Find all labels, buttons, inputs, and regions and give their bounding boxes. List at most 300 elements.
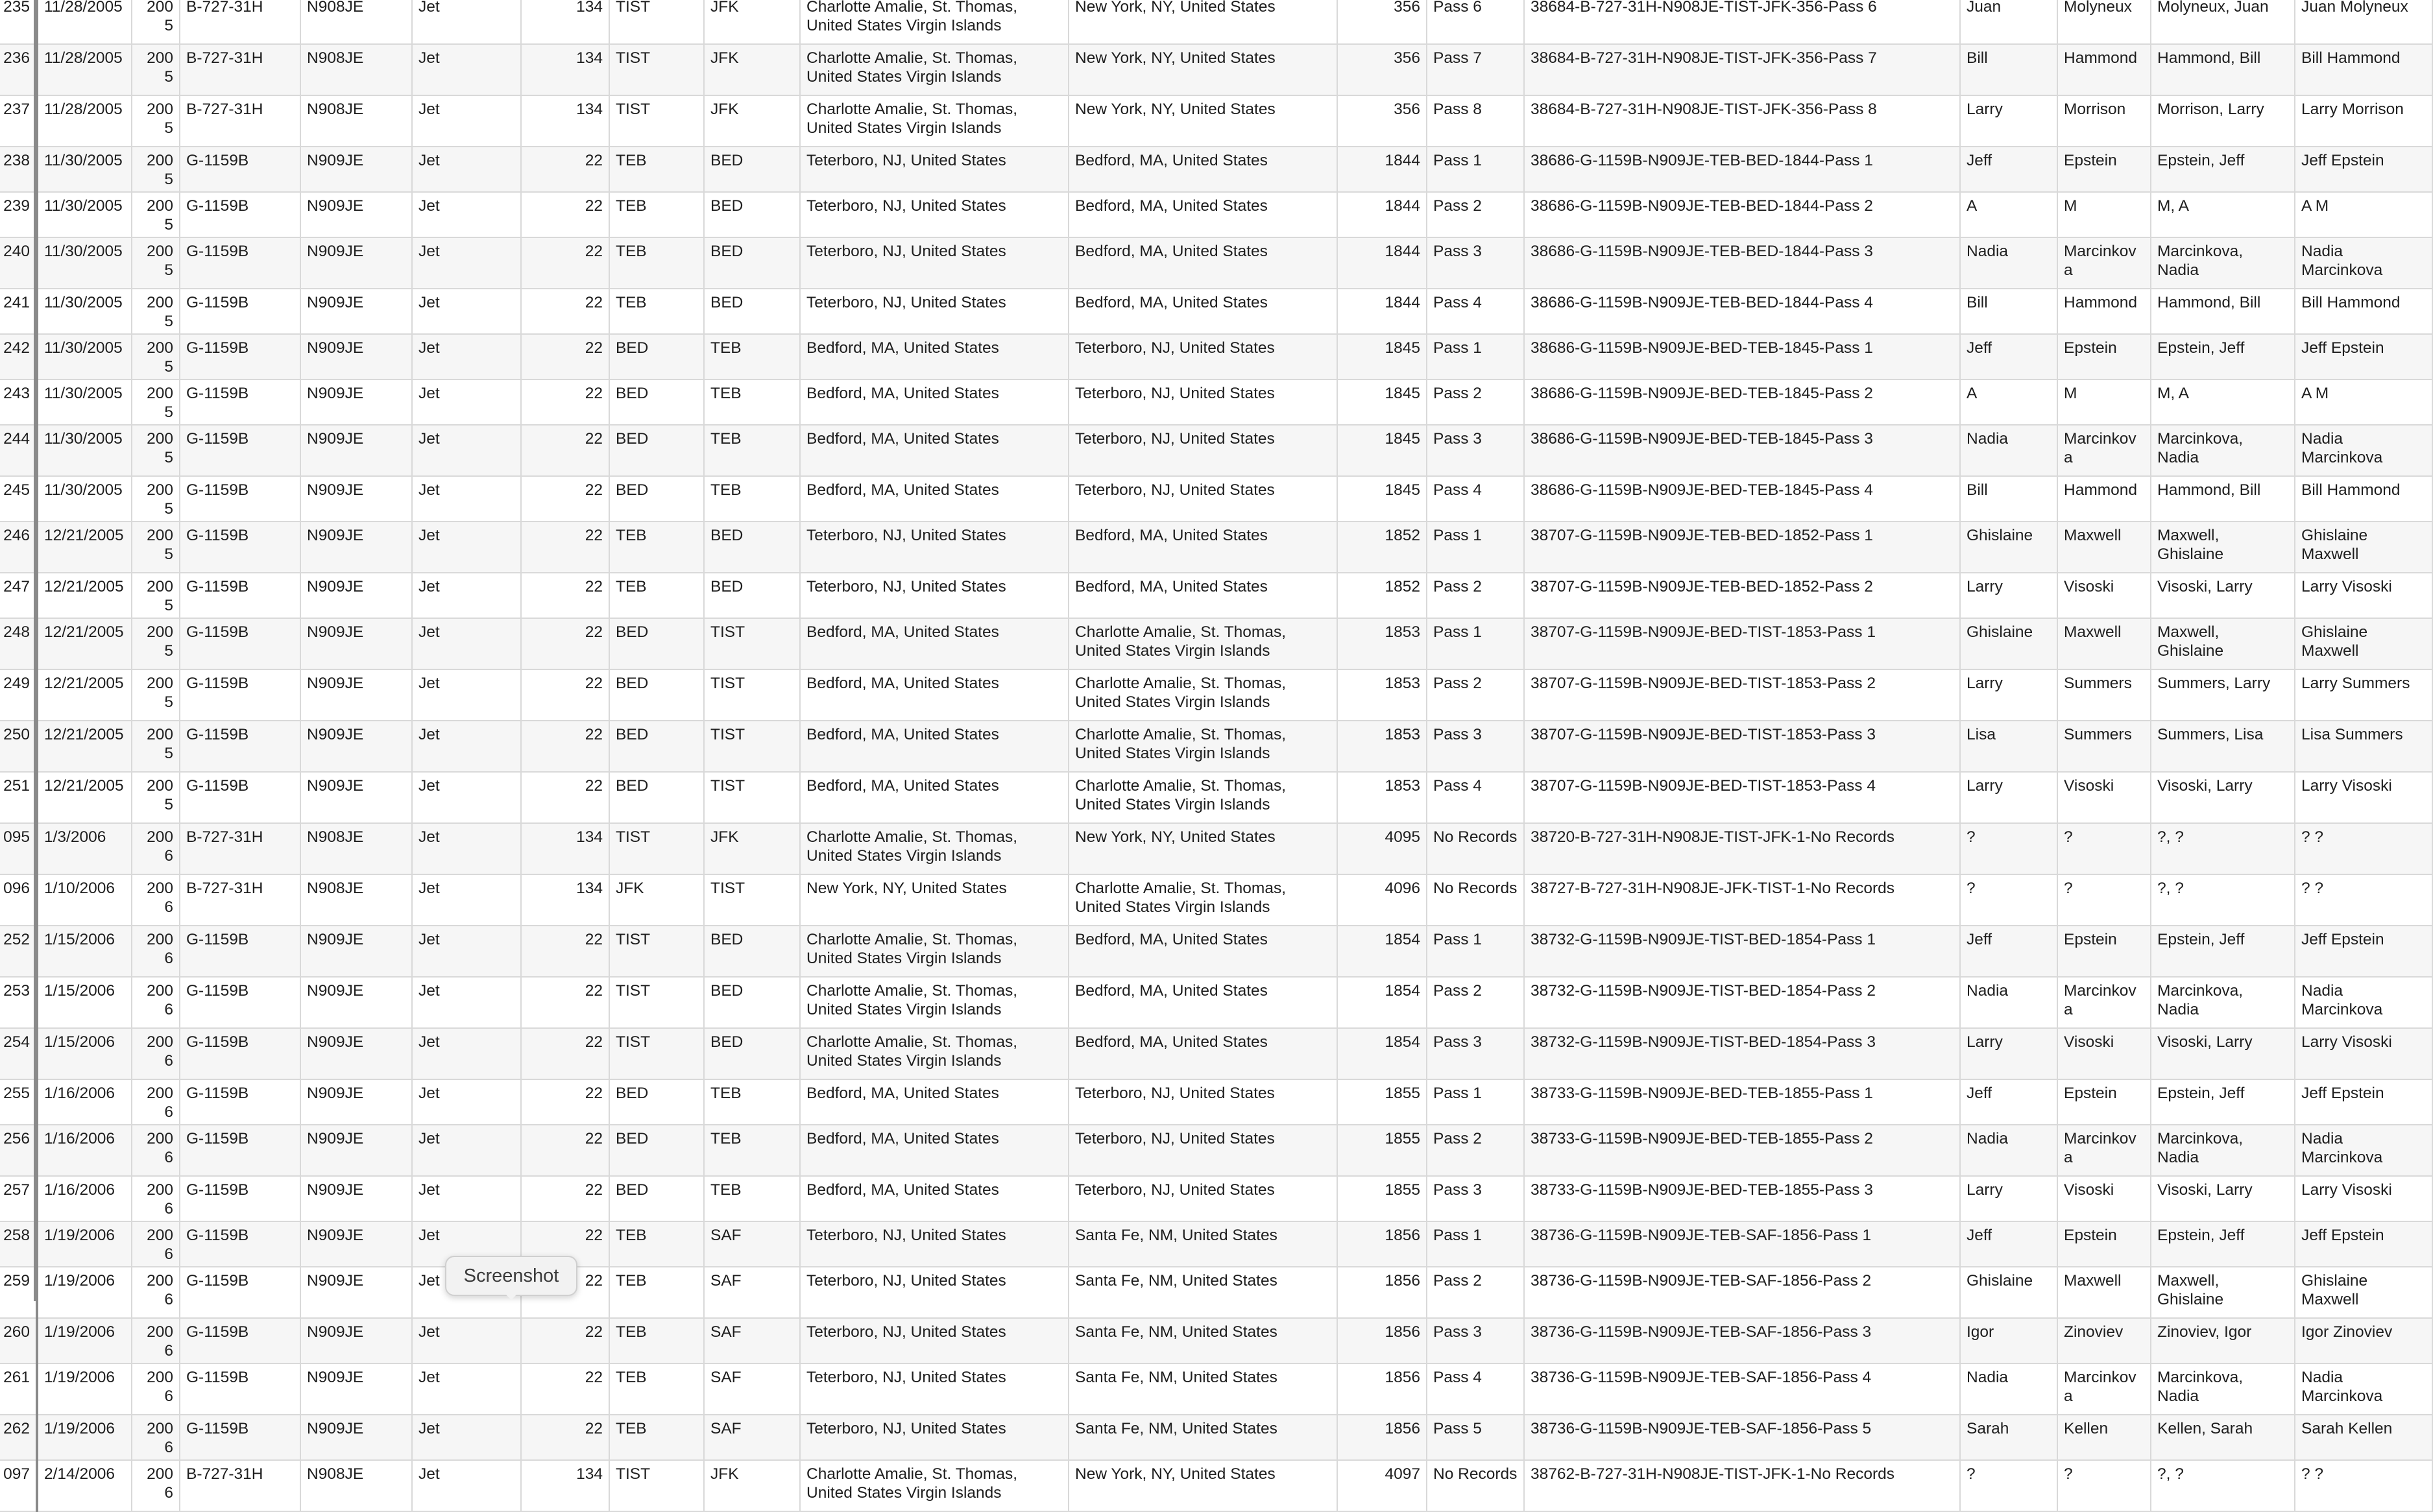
arrival-code-cell[interactable]: TIST — [704, 874, 800, 926]
departure-code-cell[interactable]: TEB — [609, 1221, 704, 1267]
flight-number-cell[interactable]: 4097 — [1337, 1460, 1427, 1511]
record-key-cell[interactable]: 38686-G-1159B-N909JE-TEB-BED-1844-Pass 2 — [1524, 192, 1960, 237]
departure-city-cell[interactable]: Bedford, MA, United States — [800, 1176, 1069, 1221]
flight-number-cell[interactable]: 4096 — [1337, 874, 1427, 926]
year-cell[interactable]: 2006 — [132, 1460, 180, 1511]
record-key-cell[interactable]: 38736-G-1159B-N909JE-TEB-SAF-1856-Pass 1 — [1524, 1221, 1960, 1267]
table-row[interactable] — [0, 1028, 2432, 1079]
first-name-cell[interactable]: Bill — [1960, 289, 2057, 334]
record-key-cell[interactable]: 38733-G-1159B-N909JE-BED-TEB-1855-Pass 1 — [1524, 1079, 1960, 1125]
departure-city-cell[interactable]: Teterboro, NJ, United States — [800, 192, 1069, 237]
seats-cell[interactable]: 22 — [521, 425, 609, 476]
flight-number-cell[interactable]: 1854 — [1337, 926, 1427, 977]
row-number-cell[interactable]: 238 — [0, 147, 37, 192]
passenger-slot-cell[interactable]: Pass 7 — [1427, 44, 1524, 95]
table-row[interactable] — [0, 669, 2432, 721]
full-name-cell[interactable]: A M — [2295, 379, 2432, 425]
record-key-cell[interactable]: 38736-G-1159B-N909JE-TEB-SAF-1856-Pass 5 — [1524, 1415, 1960, 1460]
seats-cell[interactable]: 22 — [521, 1079, 609, 1125]
seats-cell[interactable]: 134 — [521, 95, 609, 147]
year-cell[interactable]: 2005 — [132, 237, 180, 289]
arrival-city-cell[interactable]: Bedford, MA, United States — [1069, 147, 1337, 192]
last-name-cell[interactable]: Marcinkov a — [2057, 977, 2151, 1028]
year-cell[interactable]: 2005 — [132, 669, 180, 721]
departure-city-cell[interactable]: Charlotte Amalie, St. Thomas, United States Virgin Islands — [800, 823, 1069, 874]
departure-code-cell[interactable]: BED — [609, 772, 704, 823]
record-key-cell[interactable]: 38707-G-1159B-N909JE-BED-TIST-1853-Pass 4 — [1524, 772, 1960, 823]
flight-number-cell[interactable]: 1856 — [1337, 1415, 1427, 1460]
record-key-cell[interactable]: 38686-G-1159B-N909JE-TEB-BED-1844-Pass 4 — [1524, 289, 1960, 334]
flight-number-cell[interactable]: 1855 — [1337, 1079, 1427, 1125]
departure-code-cell[interactable]: JFK — [609, 874, 704, 926]
departure-city-cell[interactable]: Bedford, MA, United States — [800, 476, 1069, 522]
full-name-cell[interactable]: Ghislaine Maxwell — [2295, 618, 2432, 669]
first-name-cell[interactable]: Nadia — [1960, 237, 2057, 289]
passenger-slot-cell[interactable]: Pass 3 — [1427, 1028, 1524, 1079]
arrival-code-cell[interactable]: TIST — [704, 721, 800, 772]
last-first-name-cell[interactable]: Marcinkova, Nadia — [2151, 1363, 2295, 1415]
departure-city-cell[interactable]: Bedford, MA, United States — [800, 425, 1069, 476]
departure-code-cell[interactable]: TEB — [609, 289, 704, 334]
passenger-slot-cell[interactable]: Pass 4 — [1427, 1363, 1524, 1415]
table-row[interactable] — [0, 522, 2432, 573]
full-name-cell[interactable]: ? ? — [2295, 823, 2432, 874]
passenger-slot-cell[interactable]: Pass 5 — [1427, 1415, 1524, 1460]
arrival-city-cell[interactable]: Charlotte Amalie, St. Thomas, United States Virgin Islands — [1069, 669, 1337, 721]
year-cell[interactable]: 2005 — [132, 147, 180, 192]
last-name-cell[interactable]: Hammond — [2057, 289, 2151, 334]
full-name-cell[interactable]: Larry Visoski — [2295, 772, 2432, 823]
first-name-cell[interactable]: Juan — [1960, 0, 2057, 44]
passenger-slot-cell[interactable]: Pass 2 — [1427, 977, 1524, 1028]
row-number-cell[interactable]: 096 — [0, 874, 37, 926]
departure-city-cell[interactable]: Teterboro, NJ, United States — [800, 1363, 1069, 1415]
passenger-slot-cell[interactable]: Pass 4 — [1427, 476, 1524, 522]
date-cell[interactable]: 11/30/2005 — [37, 147, 132, 192]
last-name-cell[interactable]: Epstein — [2057, 926, 2151, 977]
last-first-name-cell[interactable]: Molyneux, Juan — [2151, 0, 2295, 44]
aircraft-model-cell[interactable]: G-1159B — [180, 237, 300, 289]
tail-number-cell[interactable]: N909JE — [300, 379, 412, 425]
arrival-city-cell[interactable]: Bedford, MA, United States — [1069, 522, 1337, 573]
row-number-cell[interactable]: 241 — [0, 289, 37, 334]
passenger-slot-cell[interactable]: Pass 1 — [1427, 1079, 1524, 1125]
table-row[interactable] — [0, 618, 2432, 669]
full-name-cell[interactable]: Ghislaine Maxwell — [2295, 1267, 2432, 1318]
table-row[interactable] — [0, 192, 2432, 237]
table-row[interactable] — [0, 926, 2432, 977]
departure-code-cell[interactable]: TEB — [609, 192, 704, 237]
year-cell[interactable]: 2005 — [132, 425, 180, 476]
row-number-cell[interactable]: 248 — [0, 618, 37, 669]
arrival-code-cell[interactable]: JFK — [704, 44, 800, 95]
arrival-code-cell[interactable]: BED — [704, 926, 800, 977]
departure-city-cell[interactable]: Bedford, MA, United States — [800, 618, 1069, 669]
date-cell[interactable]: 1/3/2006 — [37, 823, 132, 874]
row-number-cell[interactable]: 242 — [0, 334, 37, 379]
departure-code-cell[interactable]: TIST — [609, 926, 704, 977]
last-name-cell[interactable]: Morrison — [2057, 95, 2151, 147]
aircraft-type-cell[interactable]: Jet — [412, 1267, 521, 1318]
record-key-cell[interactable]: 38707-G-1159B-N909JE-BED-TIST-1853-Pass 3 — [1524, 721, 1960, 772]
table-row[interactable] — [0, 1460, 2432, 1511]
full-name-cell[interactable]: A M — [2295, 192, 2432, 237]
full-name-cell[interactable]: Larry Summers — [2295, 669, 2432, 721]
last-name-cell[interactable]: Marcinkov a — [2057, 1125, 2151, 1176]
last-name-cell[interactable]: Epstein — [2057, 147, 2151, 192]
tail-number-cell[interactable]: N909JE — [300, 977, 412, 1028]
first-name-cell[interactable]: Larry — [1960, 1028, 2057, 1079]
aircraft-model-cell[interactable]: G-1159B — [180, 425, 300, 476]
last-first-name-cell[interactable]: Summers, Lisa — [2151, 721, 2295, 772]
year-cell[interactable]: 2005 — [132, 44, 180, 95]
departure-code-cell[interactable]: BED — [609, 618, 704, 669]
last-first-name-cell[interactable]: Hammond, Bill — [2151, 44, 2295, 95]
full-name-cell[interactable]: Larry Morrison — [2295, 95, 2432, 147]
table-row[interactable] — [0, 1415, 2432, 1460]
first-name-cell[interactable]: Nadia — [1960, 977, 2057, 1028]
arrival-code-cell[interactable]: TEB — [704, 379, 800, 425]
seats-cell[interactable]: 22 — [521, 618, 609, 669]
last-first-name-cell[interactable]: Marcinkova, Nadia — [2151, 1125, 2295, 1176]
tail-number-cell[interactable]: N909JE — [300, 334, 412, 379]
record-key-cell[interactable]: 38707-G-1159B-N909JE-TEB-BED-1852-Pass 2 — [1524, 573, 1960, 618]
last-name-cell[interactable]: Zinoviev — [2057, 1318, 2151, 1363]
departure-city-cell[interactable]: Teterboro, NJ, United States — [800, 1415, 1069, 1460]
departure-code-cell[interactable]: BED — [609, 1079, 704, 1125]
last-first-name-cell[interactable]: Kellen, Sarah — [2151, 1415, 2295, 1460]
departure-city-cell[interactable]: Bedford, MA, United States — [800, 334, 1069, 379]
arrival-city-cell[interactable]: Santa Fe, NM, United States — [1069, 1318, 1337, 1363]
row-number-cell[interactable]: 243 — [0, 379, 37, 425]
last-name-cell[interactable]: Maxwell — [2057, 618, 2151, 669]
arrival-city-cell[interactable]: Charlotte Amalie, St. Thomas, United States Virgin Islands — [1069, 618, 1337, 669]
seats-cell[interactable]: 22 — [521, 476, 609, 522]
full-name-cell[interactable]: ? ? — [2295, 1460, 2432, 1511]
aircraft-model-cell[interactable]: G-1159B — [180, 379, 300, 425]
departure-code-cell[interactable]: TEB — [609, 147, 704, 192]
year-cell[interactable]: 2005 — [132, 573, 180, 618]
record-key-cell[interactable]: 38686-G-1159B-N909JE-BED-TEB-1845-Pass 4 — [1524, 476, 1960, 522]
arrival-code-cell[interactable]: JFK — [704, 823, 800, 874]
arrival-code-cell[interactable]: BED — [704, 573, 800, 618]
departure-city-cell[interactable]: Bedford, MA, United States — [800, 1079, 1069, 1125]
last-name-cell[interactable]: M — [2057, 379, 2151, 425]
row-number-cell[interactable]: 239 — [0, 192, 37, 237]
first-name-cell[interactable]: Lisa — [1960, 721, 2057, 772]
full-name-cell[interactable]: Larry Visoski — [2295, 573, 2432, 618]
departure-code-cell[interactable]: TEB — [609, 237, 704, 289]
first-name-cell[interactable]: Larry — [1960, 1176, 2057, 1221]
flight-number-cell[interactable]: 1856 — [1337, 1363, 1427, 1415]
full-name-cell[interactable]: Igor Zinoviev — [2295, 1318, 2432, 1363]
aircraft-type-cell[interactable]: Jet — [412, 522, 521, 573]
flight-number-cell[interactable]: 1853 — [1337, 721, 1427, 772]
arrival-city-cell[interactable]: New York, NY, United States — [1069, 95, 1337, 147]
full-name-cell[interactable]: ? ? — [2295, 874, 2432, 926]
record-key-cell[interactable]: 38684-B-727-31H-N908JE-TIST-JFK-356-Pass 7 — [1524, 44, 1960, 95]
flight-number-cell[interactable]: 1852 — [1337, 573, 1427, 618]
aircraft-model-cell[interactable]: B-727-31H — [180, 874, 300, 926]
arrival-city-cell[interactable]: Santa Fe, NM, United States — [1069, 1267, 1337, 1318]
flight-number-cell[interactable]: 1844 — [1337, 237, 1427, 289]
arrival-code-cell[interactable]: TEB — [704, 476, 800, 522]
passenger-slot-cell[interactable]: Pass 2 — [1427, 1267, 1524, 1318]
seats-cell[interactable]: 22 — [521, 1318, 609, 1363]
aircraft-model-cell[interactable]: G-1159B — [180, 289, 300, 334]
row-number-cell[interactable]: 249 — [0, 669, 37, 721]
row-number-cell[interactable]: 245 — [0, 476, 37, 522]
tail-number-cell[interactable]: N909JE — [300, 926, 412, 977]
arrival-city-cell[interactable]: Teterboro, NJ, United States — [1069, 1079, 1337, 1125]
year-cell[interactable]: 2006 — [132, 977, 180, 1028]
flight-number-cell[interactable]: 1853 — [1337, 669, 1427, 721]
arrival-city-cell[interactable]: Santa Fe, NM, United States — [1069, 1221, 1337, 1267]
first-name-cell[interactable]: Jeff — [1960, 147, 2057, 192]
date-cell[interactable]: 1/16/2006 — [37, 1176, 132, 1221]
aircraft-type-cell[interactable]: Jet — [412, 1363, 521, 1415]
first-name-cell[interactable]: Ghislaine — [1960, 522, 2057, 573]
table-row[interactable] — [0, 379, 2432, 425]
tail-number-cell[interactable]: N909JE — [300, 721, 412, 772]
last-name-cell[interactable]: ? — [2057, 823, 2151, 874]
table-row[interactable] — [0, 1267, 2432, 1318]
departure-code-cell[interactable]: TEB — [609, 1318, 704, 1363]
departure-code-cell[interactable]: BED — [609, 425, 704, 476]
tail-number-cell[interactable]: N909JE — [300, 1363, 412, 1415]
passenger-slot-cell[interactable]: Pass 4 — [1427, 772, 1524, 823]
date-cell[interactable]: 1/16/2006 — [37, 1079, 132, 1125]
arrival-city-cell[interactable]: Teterboro, NJ, United States — [1069, 476, 1337, 522]
last-name-cell[interactable]: Visoski — [2057, 772, 2151, 823]
first-name-cell[interactable]: Jeff — [1960, 926, 2057, 977]
seats-cell[interactable]: 22 — [521, 1363, 609, 1415]
date-cell[interactable]: 2/14/2006 — [37, 1460, 132, 1511]
first-name-cell[interactable]: A — [1960, 379, 2057, 425]
last-first-name-cell[interactable]: M, A — [2151, 379, 2295, 425]
record-key-cell[interactable]: 38707-G-1159B-N909JE-BED-TIST-1853-Pass 2 — [1524, 669, 1960, 721]
passenger-slot-cell[interactable]: No Records — [1427, 823, 1524, 874]
aircraft-model-cell[interactable]: B-727-31H — [180, 0, 300, 44]
row-number-cell[interactable]: 235 — [0, 0, 37, 44]
passenger-slot-cell[interactable]: Pass 1 — [1427, 522, 1524, 573]
last-first-name-cell[interactable]: Marcinkova, Nadia — [2151, 237, 2295, 289]
last-first-name-cell[interactable]: Visoski, Larry — [2151, 1028, 2295, 1079]
last-name-cell[interactable]: Epstein — [2057, 334, 2151, 379]
arrival-city-cell[interactable]: New York, NY, United States — [1069, 44, 1337, 95]
seats-cell[interactable]: 22 — [521, 289, 609, 334]
row-number-cell[interactable]: 255 — [0, 1079, 37, 1125]
date-cell[interactable]: 11/28/2005 — [37, 0, 132, 44]
passenger-slot-cell[interactable]: No Records — [1427, 1460, 1524, 1511]
aircraft-type-cell[interactable]: Jet — [412, 926, 521, 977]
aircraft-type-cell[interactable]: Jet — [412, 425, 521, 476]
seats-cell[interactable]: 22 — [521, 721, 609, 772]
record-key-cell[interactable]: 38686-G-1159B-N909JE-BED-TEB-1845-Pass 3 — [1524, 425, 1960, 476]
full-name-cell[interactable]: Jeff Epstein — [2295, 147, 2432, 192]
full-name-cell[interactable]: Bill Hammond — [2295, 476, 2432, 522]
last-name-cell[interactable]: Hammond — [2057, 44, 2151, 95]
date-cell[interactable]: 11/30/2005 — [37, 334, 132, 379]
departure-code-cell[interactable]: TEB — [609, 522, 704, 573]
year-cell[interactable]: 2005 — [132, 379, 180, 425]
year-cell[interactable]: 2006 — [132, 1125, 180, 1176]
table-row[interactable] — [0, 977, 2432, 1028]
last-name-cell[interactable]: ? — [2057, 874, 2151, 926]
departure-code-cell[interactable]: TIST — [609, 1028, 704, 1079]
first-name-cell[interactable]: ? — [1960, 874, 2057, 926]
full-name-cell[interactable]: Larry Visoski — [2295, 1176, 2432, 1221]
departure-city-cell[interactable]: Teterboro, NJ, United States — [800, 1318, 1069, 1363]
table-row[interactable] — [0, 1318, 2432, 1363]
aircraft-type-cell[interactable]: Jet — [412, 44, 521, 95]
passenger-slot-cell[interactable]: Pass 2 — [1427, 192, 1524, 237]
last-first-name-cell[interactable]: Hammond, Bill — [2151, 476, 2295, 522]
passenger-slot-cell[interactable]: Pass 3 — [1427, 1318, 1524, 1363]
record-key-cell[interactable]: 38762-B-727-31H-N908JE-TIST-JFK-1-No Records — [1524, 1460, 1960, 1511]
seats-cell[interactable]: 134 — [521, 874, 609, 926]
last-first-name-cell[interactable]: Epstein, Jeff — [2151, 1221, 2295, 1267]
arrival-code-cell[interactable]: SAF — [704, 1363, 800, 1415]
last-first-name-cell[interactable]: Marcinkova, Nadia — [2151, 425, 2295, 476]
aircraft-model-cell[interactable]: G-1159B — [180, 1318, 300, 1363]
last-first-name-cell[interactable]: Marcinkova, Nadia — [2151, 977, 2295, 1028]
seats-cell[interactable]: 22 — [521, 334, 609, 379]
full-name-cell[interactable]: Sarah Kellen — [2295, 1415, 2432, 1460]
last-first-name-cell[interactable]: Visoski, Larry — [2151, 1176, 2295, 1221]
seats-cell[interactable]: 134 — [521, 44, 609, 95]
departure-city-cell[interactable]: Teterboro, NJ, United States — [800, 1267, 1069, 1318]
first-name-cell[interactable]: Ghislaine — [1960, 618, 2057, 669]
year-cell[interactable]: 2006 — [132, 1079, 180, 1125]
aircraft-type-cell[interactable]: Jet — [412, 977, 521, 1028]
date-cell[interactable]: 1/15/2006 — [37, 1028, 132, 1079]
seats-cell[interactable]: 22 — [521, 192, 609, 237]
departure-city-cell[interactable]: Charlotte Amalie, St. Thomas, United States Virgin Islands — [800, 977, 1069, 1028]
last-name-cell[interactable]: Hammond — [2057, 476, 2151, 522]
seats-cell[interactable]: 22 — [521, 772, 609, 823]
last-first-name-cell[interactable]: Maxwell, Ghislaine — [2151, 618, 2295, 669]
departure-city-cell[interactable]: Bedford, MA, United States — [800, 669, 1069, 721]
first-name-cell[interactable]: Larry — [1960, 772, 2057, 823]
arrival-code-cell[interactable]: BED — [704, 289, 800, 334]
first-name-cell[interactable]: Bill — [1960, 44, 2057, 95]
tail-number-cell[interactable]: N909JE — [300, 425, 412, 476]
tail-number-cell[interactable]: N909JE — [300, 192, 412, 237]
row-number-cell[interactable]: 256 — [0, 1125, 37, 1176]
aircraft-model-cell[interactable]: G-1159B — [180, 926, 300, 977]
departure-code-cell[interactable]: BED — [609, 379, 704, 425]
arrival-city-cell[interactable]: Charlotte Amalie, St. Thomas, United States Virgin Islands — [1069, 721, 1337, 772]
tail-number-cell[interactable]: N909JE — [300, 669, 412, 721]
tail-number-cell[interactable]: N908JE — [300, 95, 412, 147]
seats-cell[interactable]: 22 — [521, 1028, 609, 1079]
record-key-cell[interactable]: 38707-G-1159B-N909JE-TEB-BED-1852-Pass 1 — [1524, 522, 1960, 573]
aircraft-type-cell[interactable]: Jet — [412, 1176, 521, 1221]
flight-number-cell[interactable]: 356 — [1337, 44, 1427, 95]
flight-number-cell[interactable]: 1854 — [1337, 1028, 1427, 1079]
departure-city-cell[interactable]: Teterboro, NJ, United States — [800, 237, 1069, 289]
table-row[interactable] — [0, 573, 2432, 618]
aircraft-type-cell[interactable]: Jet — [412, 618, 521, 669]
aircraft-type-cell[interactable]: Jet — [412, 1221, 521, 1267]
flight-number-cell[interactable]: 1845 — [1337, 425, 1427, 476]
table-row[interactable] — [0, 147, 2432, 192]
tail-number-cell[interactable]: N908JE — [300, 874, 412, 926]
flight-number-cell[interactable]: 1852 — [1337, 522, 1427, 573]
departure-city-cell[interactable]: Charlotte Amalie, St. Thomas, United States Virgin Islands — [800, 926, 1069, 977]
last-name-cell[interactable]: ? — [2057, 1460, 2151, 1511]
table-row[interactable] — [0, 334, 2432, 379]
full-name-cell[interactable]: Ghislaine Maxwell — [2295, 522, 2432, 573]
departure-code-cell[interactable]: TIST — [609, 1460, 704, 1511]
departure-city-cell[interactable]: Charlotte Amalie, St. Thomas, United States Virgin Islands — [800, 1028, 1069, 1079]
arrival-code-cell[interactable]: SAF — [704, 1318, 800, 1363]
row-number-cell[interactable]: 250 — [0, 721, 37, 772]
departure-city-cell[interactable]: Teterboro, NJ, United States — [800, 1221, 1069, 1267]
aircraft-type-cell[interactable]: Jet — [412, 476, 521, 522]
record-key-cell[interactable]: 38684-B-727-31H-N908JE-TIST-JFK-356-Pass 6 — [1524, 0, 1960, 44]
last-first-name-cell[interactable]: Morrison, Larry — [2151, 95, 2295, 147]
passenger-slot-cell[interactable]: Pass 1 — [1427, 147, 1524, 192]
record-key-cell[interactable]: 38707-G-1159B-N909JE-BED-TIST-1853-Pass 1 — [1524, 618, 1960, 669]
departure-city-cell[interactable]: Charlotte Amalie, St. Thomas, United States Virgin Islands — [800, 44, 1069, 95]
arrival-code-cell[interactable]: TIST — [704, 618, 800, 669]
row-number-cell[interactable]: 247 — [0, 573, 37, 618]
year-cell[interactable]: 2005 — [132, 476, 180, 522]
record-key-cell[interactable]: 38733-G-1159B-N909JE-BED-TEB-1855-Pass 2 — [1524, 1125, 1960, 1176]
arrival-city-cell[interactable]: Bedford, MA, United States — [1069, 192, 1337, 237]
table-row[interactable] — [0, 1363, 2432, 1415]
aircraft-type-cell[interactable]: Jet — [412, 0, 521, 44]
last-name-cell[interactable]: Marcinkov a — [2057, 237, 2151, 289]
passenger-slot-cell[interactable]: Pass 2 — [1427, 669, 1524, 721]
arrival-code-cell[interactable]: JFK — [704, 1460, 800, 1511]
year-cell[interactable]: 2006 — [132, 1028, 180, 1079]
passenger-slot-cell[interactable]: Pass 3 — [1427, 237, 1524, 289]
arrival-code-cell[interactable]: JFK — [704, 95, 800, 147]
first-name-cell[interactable]: Ghislaine — [1960, 1267, 2057, 1318]
arrival-city-cell[interactable]: Teterboro, NJ, United States — [1069, 379, 1337, 425]
full-name-cell[interactable]: Bill Hammond — [2295, 289, 2432, 334]
departure-code-cell[interactable]: TIST — [609, 44, 704, 95]
passenger-slot-cell[interactable]: Pass 1 — [1427, 1221, 1524, 1267]
date-cell[interactable]: 11/28/2005 — [37, 95, 132, 147]
date-cell[interactable]: 11/28/2005 — [37, 44, 132, 95]
arrival-code-cell[interactable]: TIST — [704, 669, 800, 721]
record-key-cell[interactable]: 38732-G-1159B-N909JE-TIST-BED-1854-Pass 3 — [1524, 1028, 1960, 1079]
departure-city-cell[interactable]: Charlotte Amalie, St. Thomas, United States Virgin Islands — [800, 1460, 1069, 1511]
arrival-code-cell[interactable]: TEB — [704, 1176, 800, 1221]
date-cell[interactable]: 1/19/2006 — [37, 1221, 132, 1267]
full-name-cell[interactable]: Jeff Epstein — [2295, 926, 2432, 977]
record-key-cell[interactable]: 38732-G-1159B-N909JE-TIST-BED-1854-Pass 1 — [1524, 926, 1960, 977]
seats-cell[interactable]: 22 — [521, 379, 609, 425]
last-name-cell[interactable]: Kellen — [2057, 1415, 2151, 1460]
departure-city-cell[interactable]: Teterboro, NJ, United States — [800, 522, 1069, 573]
table-row[interactable] — [0, 0, 2432, 44]
aircraft-model-cell[interactable]: B-727-31H — [180, 44, 300, 95]
record-key-cell[interactable]: 38720-B-727-31H-N908JE-TIST-JFK-1-No Records — [1524, 823, 1960, 874]
table-row[interactable] — [0, 1221, 2432, 1267]
aircraft-model-cell[interactable]: G-1159B — [180, 977, 300, 1028]
aircraft-model-cell[interactable]: B-727-31H — [180, 1460, 300, 1511]
table-row[interactable] — [0, 823, 2432, 874]
arrival-code-cell[interactable]: JFK — [704, 0, 800, 44]
aircraft-model-cell[interactable]: G-1159B — [180, 1221, 300, 1267]
departure-city-cell[interactable]: Bedford, MA, United States — [800, 721, 1069, 772]
seats-cell[interactable]: 22 — [521, 1221, 609, 1267]
